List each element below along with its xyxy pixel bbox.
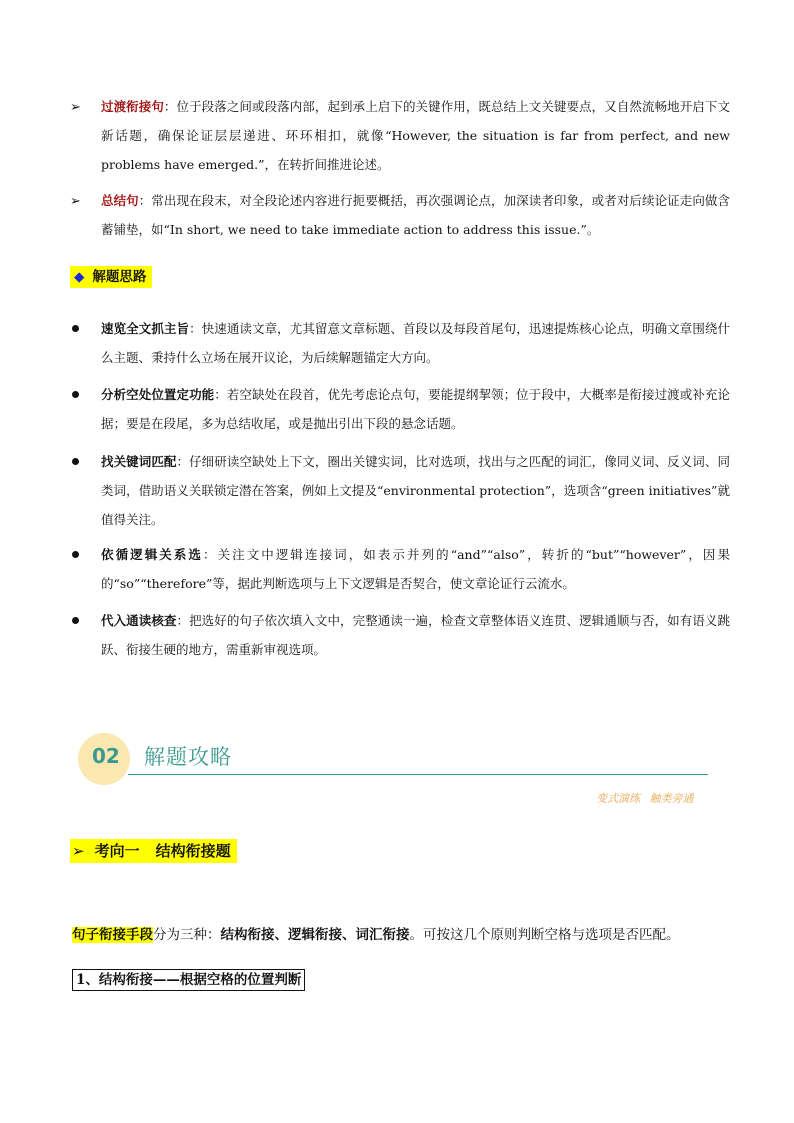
term-label: 代入通读核查 — [101, 613, 177, 628]
item-text: 位于段落之间或段落内部，起到承上启下的关键作用，既总结上文关键要点，又自然流畅地开启下文新话题，确保论证层层递进、环环相扣，就像“However, the situation is far from perfect, and new problems have emerged.”，在转折间推进论述。 — [101, 99, 730, 172]
list-item — [70, 540, 730, 598]
separator: ： — [214, 387, 227, 402]
bullet-icon — [72, 617, 79, 624]
transition-sentence-item — [70, 92, 730, 179]
arrow-bullet-icon: ➢ — [72, 842, 85, 860]
item-text: 常出现在段末，对全段论述内容进行扼要概括，再次强调论点，加深读者印象，或者对后续论证走向做含蓄铺垫，如“In short, we need to take immediate action to address this issue.”。 — [101, 193, 730, 237]
term-label: 过渡衔接句 — [101, 99, 164, 114]
term-label: 分析空处位置定功能 — [101, 387, 215, 402]
separator: ： — [163, 99, 177, 114]
separator: ： — [176, 613, 190, 628]
boxed-subheading: 1、结构衔接——根据空格的位置判断 — [72, 969, 305, 991]
list-item — [70, 314, 730, 372]
banner-title: 解题攻略 — [144, 745, 232, 769]
item-text: 快速通读文章，尤其留意文章标题、首段以及每段首尾句，迅速提炼核心论点，明确文章围绕什么主题、秉持什么立场在展开议论，为后续解题锚定大方向。 — [101, 321, 730, 365]
intro-text-end: 。可按这几个原则判断空格与选项是否匹配。 — [409, 927, 680, 943]
term-label: 找关键词匹配 — [101, 454, 177, 469]
item-text: 把选好的句子依次填入文中，完整通读一遍，检查文章整体语义连贯、逻辑通顺与否，如有语义跳跃、衔接生硬的地方，需重新审视选项。 — [101, 613, 730, 657]
intro-text: 分为三种： — [153, 927, 221, 943]
bullet-icon — [72, 391, 79, 398]
separator: ： — [203, 547, 218, 562]
banner-divider — [128, 774, 708, 775]
section-heading — [70, 266, 152, 288]
list-item — [70, 606, 730, 664]
section-title: 解题思路 — [92, 269, 147, 285]
separator: ： — [138, 193, 152, 208]
item-text: 仔细研读空缺处上下文，圈出关键实词，比对选项，找出与之匹配的词汇，像同义词、反义词、同类词，借助语义关联锁定潜在答案，例如上文提及“environmental protection”，选项含“green initiatives”就值得关注。 — [101, 454, 730, 527]
item-text: 关注文中逻辑连接词，如表示并列的“and”“also”，转折的“but”“however”，因果的“so”“therefore”等，据此判断选项与上下文逻辑是否契合，使文章论证行云流水。 — [101, 547, 730, 591]
intro-bold: 结构衔接、逻辑衔接、词汇衔接 — [220, 927, 410, 943]
diamond-icon: ◆ — [74, 269, 85, 285]
bullet-icon — [72, 458, 79, 465]
list-item — [70, 447, 730, 534]
term-label: 依循逻辑关系选 — [101, 547, 203, 562]
bullet-icon — [72, 325, 79, 332]
arrow-bullet-icon: ➢ — [70, 100, 81, 115]
topic-title: 结构衔接题 — [155, 842, 231, 860]
item-text: 若空缺处在段首，优先考虑论点句，要能提纲挈领；位于段中，大概率是衔接过渡或补充论据；要是在段尾，多为总结收尾，或是抛出引出下段的悬念话题。 — [101, 387, 730, 431]
highlight-term: 句子衔接手段 — [72, 927, 153, 943]
topic-label: 考向一 — [94, 842, 140, 860]
separator: ： — [189, 321, 202, 336]
term-label: 总结句 — [101, 193, 139, 208]
intro-paragraph — [72, 924, 680, 946]
bullet-icon — [72, 551, 79, 558]
list-item — [70, 380, 730, 438]
arrow-bullet-icon: ➢ — [70, 194, 81, 209]
topic-heading — [70, 839, 237, 863]
separator: ： — [176, 454, 190, 469]
section-number: 02 — [92, 744, 120, 768]
banner-tagline: 变式演练 触类旁通 — [596, 792, 694, 805]
term-label: 速览全文抓主旨 — [101, 321, 190, 336]
summary-sentence-item — [70, 186, 730, 244]
